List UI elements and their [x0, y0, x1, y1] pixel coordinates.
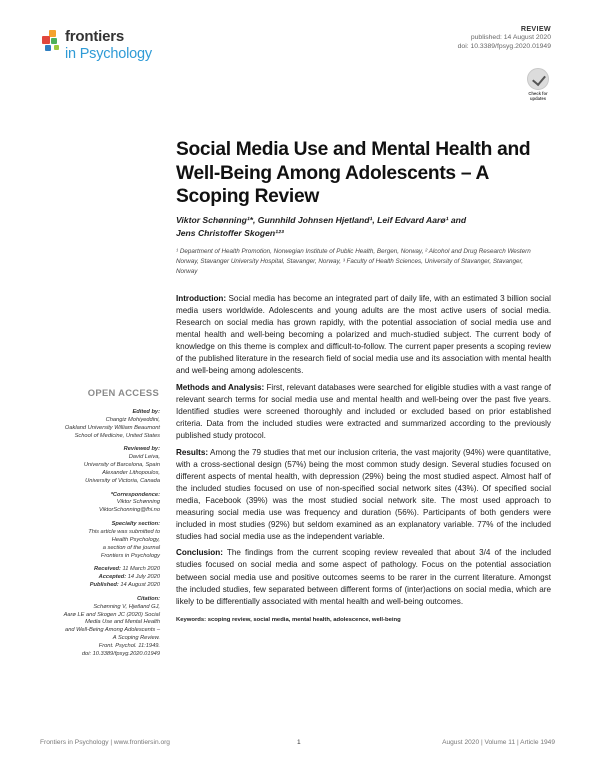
- section-heading: Results:: [176, 447, 209, 457]
- abstract-results: [176, 447, 551, 543]
- sidebar-line: A Scoping Review.: [112, 635, 160, 642]
- sidebar-line: Schønning V, Hjetland GJ,: [93, 603, 160, 610]
- published-date-sidebar: Published: 14 August 2020: [89, 582, 160, 589]
- sidebar-line: Media Use and Mental Health: [85, 619, 160, 626]
- article-title: Social Media Use and Mental Health and Well-Being Among Adolescents – A Scoping Review: [176, 139, 531, 207]
- logo-journal-text: in Psychology: [65, 46, 152, 62]
- check-updates-label: Check for updates: [528, 91, 548, 101]
- sidebar-heading: Reviewed by:: [123, 446, 160, 453]
- check-for-updates-button[interactable]: [525, 68, 551, 102]
- doi-link[interactable]: doi: 10.3389/fpsyg.2020.01949: [457, 43, 551, 50]
- footer-journal-link[interactable]: Frontiers in Psychology | www.frontiersin.org: [40, 739, 170, 746]
- sidebar-line: Oakland University William Beaumont: [64, 424, 160, 431]
- accepted-date: Accepted: 14 July 2020: [98, 574, 160, 581]
- logo-frontiers-text: frontiers: [65, 28, 125, 45]
- sidebar-heading: Citation:: [136, 595, 160, 602]
- keywords: Keywords: scoping review, social media, mental health, adolescence, well-being: [176, 616, 401, 623]
- sidebar-line: Front. Psychol. 11:1949.: [98, 642, 160, 649]
- reviewed-by-block: [20, 446, 160, 485]
- specialty-block: [20, 521, 160, 560]
- sidebar-line: David Leiva,: [128, 454, 160, 461]
- check-mark-icon: [527, 68, 549, 90]
- citation-doi-link[interactable]: doi: 10.3389/fpsyg.2020.01949: [81, 650, 160, 657]
- abstract: [176, 293, 551, 626]
- sidebar-line: a section of the journal: [102, 544, 160, 551]
- page-number: 1: [297, 739, 301, 746]
- citation-block: [20, 596, 160, 659]
- edited-by-block: [20, 409, 160, 440]
- section-text: The findings from the current scoping review revealed that about 3/4 of the included studies focused on social media and some aspect of pathology. Focus on the potential association between social media use and positive outcomes seems to be rarer in the current literature. Amongst the included studies, few separated between different forms of (inter)actions on social media, which are likely to be differentially associated with mental health and well-being outcomes.: [176, 548, 551, 606]
- sidebar-line: Alexander Lithopoulos,: [102, 469, 160, 476]
- sidebar-line: Frontiers in Psychology: [100, 552, 160, 559]
- sidebar-line: School of Medicine, United States: [74, 432, 160, 439]
- sidebar-heading: *Correspondence:: [110, 491, 160, 498]
- correspondence-email-link[interactable]: ViktorSchonning@fhi.no: [98, 507, 160, 514]
- sidebar-line: Viktor Schønning: [116, 499, 160, 506]
- open-access-label: OPEN ACCESS: [87, 387, 159, 398]
- abstract-methods: [176, 382, 551, 442]
- section-heading: Conclusion:: [176, 548, 223, 558]
- affiliations: ¹ Department of Health Promotion, Norwegian Institute of Public Health, Bergen, Norway, ² Alcohol and Drug Research Western Norway, Stavanger University Hospital, Stavanger, Norway, ³ Faculty of Health Sciences, University of Stavanger, Stavanger, Norway: [176, 248, 531, 275]
- published-date: published: 14 August 2020: [470, 34, 551, 41]
- section-text: Among the 79 studies that met our inclusion criteria, the vast majority (94%) were quantitative, with a cross-sectional design (57%) being the most common study design. Several studies focused on different aspects of mental health, with depression (29%) being the most studied aspect. Almost half of the included studies focused on use of non-specified social network sites (43%). Of specified social media, Facebook (39%) was the most studied social network site. The most used approach to measuring social media use was frequency and duration (56%). Participants of both genders were included in most studies (92%) but seldom examined as an explanatory variable. 77% of the included studies had social media use as the independent variable.: [176, 447, 551, 541]
- article-meta: [458, 24, 551, 51]
- article-info-sidebar: [20, 409, 160, 665]
- section-text: Social media has become an integrated part of daily life, with an estimated 3 billion social media users worldwide. Adolescents and young adults are the most active users of social media. Research on social media has grown rapidly, with the potential association of social media use and mental health and well-being becoming a polarized and much-studied subject. The current body of knowledge on this theme is complex and difficult-to-follow. The current paper presents a scoping review of the published literature in the research field of social media use and its association with mental health and well-being among adolescents.: [176, 294, 551, 376]
- authors-line: Jens Christoffer Skogen¹²³: [176, 228, 284, 238]
- frontiers-logo-icon: [40, 30, 62, 52]
- sidebar-line: Changiz Mohiyeddini,: [105, 416, 160, 423]
- authors-line: Viktor Schønning¹*, Gunnhild Johnsen Hjetland¹, Leif Edvard Aarø¹ and: [176, 215, 467, 225]
- section-heading: Methods and Analysis:: [176, 382, 265, 392]
- article-type-label: REVIEW: [520, 24, 551, 33]
- footer-issue-info: August 2020 | Volume 11 | Article 1949: [442, 739, 555, 746]
- sidebar-line: University of Victoria, Canada: [85, 477, 160, 484]
- section-text: First, relevant databases were searched for eligible studies with a vast range of relevant search terms for social media use and mental health and well-being over the past five years. Identified studies were screened thoroughly and included or excluded based on prior established criteria. Data from the included studies were extracted and summarized according to the previously published study protocol.: [176, 382, 552, 441]
- dates-block: [20, 566, 160, 590]
- journal-logo: [40, 27, 190, 67]
- sidebar-heading: Edited by:: [132, 409, 160, 415]
- sidebar-line: Health Psychology,: [111, 536, 160, 543]
- abstract-introduction: [176, 293, 551, 377]
- sidebar-line: and Well-Being Among Adolescents –: [65, 627, 160, 634]
- sidebar-line: This article was submitted to: [88, 528, 160, 535]
- sidebar-line: University of Barcelona, Spain: [83, 462, 160, 469]
- sidebar-line: Aarø LE and Skogen JC (2020) Social: [63, 611, 160, 618]
- sidebar-heading: Specialty section:: [111, 521, 160, 528]
- abstract-conclusion: [176, 547, 551, 607]
- author-list: [176, 214, 546, 240]
- section-heading: Introduction:: [176, 294, 227, 303]
- correspondence-block: [20, 492, 160, 516]
- received-date: Received: 11 March 2020: [94, 566, 160, 573]
- page-footer: [40, 739, 555, 751]
